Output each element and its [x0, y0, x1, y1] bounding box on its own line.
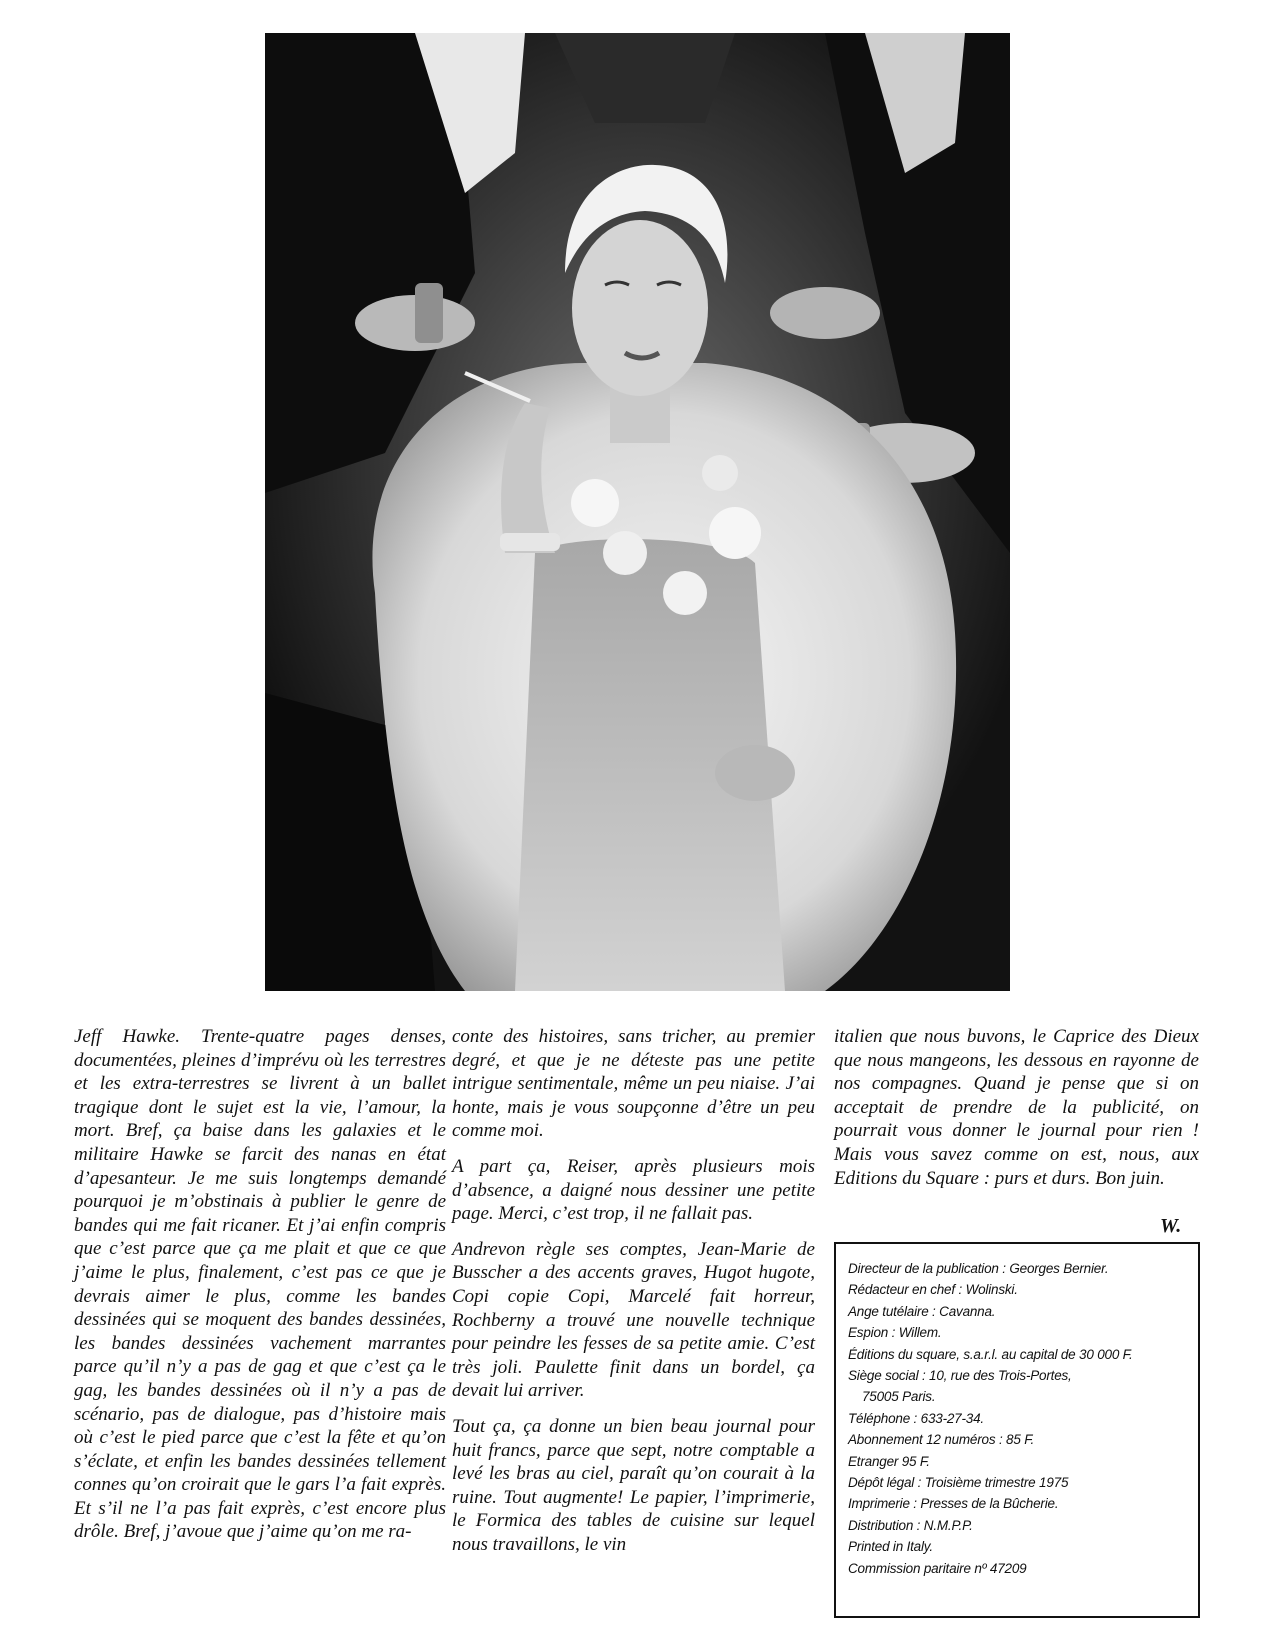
credit-line: Distribution : N.M.P.P. [848, 1517, 973, 1533]
photo-illustration [265, 33, 1010, 991]
credit-line: Dépôt légal : Troisième trimestre 1975 [848, 1475, 1069, 1491]
author-signature: W. [1160, 1215, 1182, 1237]
credit-line: Printed in Italy. [848, 1539, 933, 1555]
credit-line: Directeur de la publication : Georges Bernier. [848, 1261, 1109, 1276]
credit-line: Ange tutélaire : Cavanna. [848, 1303, 996, 1319]
credit-line: Rédacteur en chef : Wolinski. [848, 1282, 1018, 1298]
credit-line: Etranger 95 F. [848, 1453, 930, 1469]
article-paragraph: conte des histoires, sans tricher, au premier degré, et que je ne déteste pas une petite intrigue sentimentale, même un peu niaise. J’ai honte, mais je vous soupçonne d’être un peu comme moi. [452, 1026, 815, 1142]
credit-line: 75005 Paris. [862, 1389, 936, 1405]
article-paragraph: Jeff Hawke. Trente-quatre pages denses, documentées, pleines d’imprévu où les terrestres et les extra-terrestres se livrent à un ballet tragique dont le sujet est la vie, l’amour, la mort. Bref, ça baise dans les galaxies et le militaire Hawke se farcit des nanas en état d’apesanteur. Je me suis longtemps demandé pourquoi je m’obstinais à publier le genre de bandes qui me fait ricaner. Et j’ai enfin compris que c’est parce que ça me plait et que ce que j’aime le plus, finalement, c’est pas ce que je devrais aimer le plus, comme les bandes dessinées qui se moquent des bandes dessinées, les bandes dessinées vachement marrantes parce qu’il n’y a pas de gag et que c’est ça le gag, les bandes dessinées où il n’y a pas de scénario, pas de dialogue, pas d’histoire mais où c’est le pied parce que c’est la fête et qu’on s’éclate, et enfin les bandes dessinées tellement connes qu’on croirait que le gars l’a fait exprès. Et s’il ne l’a pas fait exprès, c’est encore plus drôle. Bref, j’avoue que j’aime qu’on me ra- [74, 1026, 446, 1543]
credit-line: Abonnement 12 numéros : 85 F. [848, 1432, 1035, 1448]
credit-line: Espion : Willem. [848, 1325, 942, 1341]
article-column-1 [74, 1025, 446, 1556]
article-paragraph: italien que nous buvons, le Caprice des Dieux que nous mangeons, les dessous en rayonne de nos compagnes. Quand je pense que si on acceptait de prendre de la publicité, on pourrait vous donner le journal pour rien ! Mais vous savez comme on est, nous, aux Editions du Square : purs et durs. Bon juin. [834, 1026, 1199, 1189]
article-paragraph: Tout ça, ça donne un bien beau journal pour huit francs, parce que sept, notre comptable a levé les bras au ciel, paraît qu’on courait à la ruine. Tout augmente! Le papier, l’imprimerie, le Formica des tables de cuisine sur lequel nous travaillons, le vin [452, 1415, 815, 1555]
article-column-2 [452, 1025, 815, 1568]
article-paragraph: Andrevon règle ses comptes, Jean-Marie de Busscher a des accents graves, Hugot hugote, Copi copie Copi, Marcelé fait horreur, Rochberny a trouvé une nouvelle technique pour peindre les fesses de sa petite amie. C’est très joli. Paulette finit dans un bordel, ça devait lui arriver. [452, 1238, 815, 1402]
article-paragraph: A part ça, Reiser, après plusieurs mois d’absence, a daigné nous dessiner une petite page. Merci, c’est trop, il ne fallait pas. [452, 1155, 815, 1225]
credit-line: Siège social : 10, rue des Trois-Portes, [848, 1368, 1072, 1384]
article-column-3 [834, 1025, 1199, 1202]
credit-line: Commission paritaire nº 47209 [848, 1560, 1027, 1576]
photograph [265, 33, 1010, 991]
credit-line: Imprimerie : Presses de la Bûcherie. [848, 1496, 1059, 1512]
credit-line: Éditions du square, s.a.r.l. au capital de 30 000 F. [848, 1346, 1133, 1362]
publication-credits-box [834, 1242, 1200, 1618]
credit-line: Téléphone : 633-27-34. [848, 1410, 984, 1426]
